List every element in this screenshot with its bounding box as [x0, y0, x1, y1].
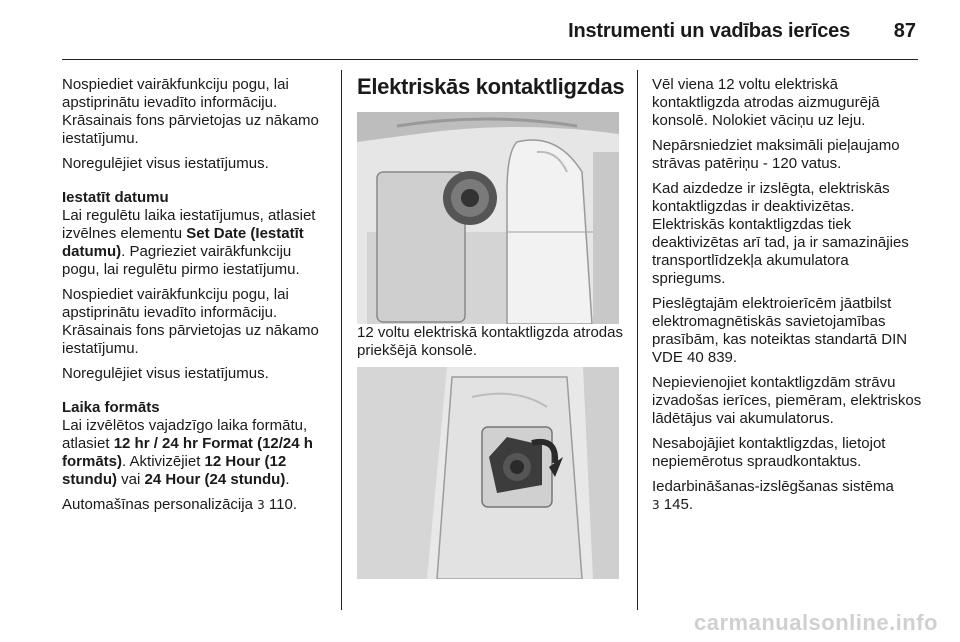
watermark: carmanualsonline.info — [694, 610, 938, 635]
paragraph-cross-reference: Automašīnas personalizācija 3 110. — [62, 496, 297, 513]
paragraph: Nesabojājiet kontaktligzdas, lietojot nepiemērotus spraudkontaktus. — [652, 435, 886, 470]
column-divider-2 — [637, 70, 638, 610]
paragraph: Pieslēgtajām elektroierīcēm jāatbilst elektromagnētiskās savietojamības prasībām, kas noteiktas standartā DIN VDE 40 839. — [652, 295, 908, 366]
paragraph: Nepievienojiet kontaktligzdām strāvu izvadošas ierīces, piemēram, elektriskos lādētājus vai akumulatorus. — [652, 374, 922, 427]
paragraph: Nospiediet vairākfunkciju pogu, lai apstiprinātu ievadīto informāciju. Krāsainais fons pārvietojas uz nākamo iestatījumu. — [62, 286, 319, 357]
paragraph: Kad aizdedze ir izslēgta, elektriskās kontaktligzdas ir deaktivizētas. Elektriskās kontaktligzdas tiek deaktivizētas arī tad, ja ir samazinājies transportlīdzekļa akumulatora spriegums. — [652, 180, 909, 287]
column-2 — [357, 74, 625, 579]
front-socket-photo — [357, 112, 619, 324]
rear-socket-photo — [357, 367, 619, 579]
paragraph-time-format: Lai izvēlētos vajadzīgo laika formātu, atlasiet 12 hr / 24 hr Format (12/24 h formāts). Aktivizējiet 12 Hour (12 stundu) vai 24 Hour (24 stundu). — [62, 417, 313, 488]
paragraph: Noregulējiet visus iestatījumus. — [62, 155, 269, 172]
paragraph-set-date: Lai regulētu laika iestatījumus, atlasiet izvēlnes elementu Set Date (Iestatīt datumu). Pagrieziet vairākfunkciju pogu, lai regulētu pirmo iestatījumu. — [62, 207, 316, 278]
column-3 — [652, 76, 924, 521]
subheading-time-format: Laika formāts — [62, 399, 160, 416]
paragraph: Vēl viena 12 voltu elektriskā kontaktligzda atrodas aizmugurējā konsolē. Nolokiet vāciņu uz leju. — [652, 76, 880, 129]
column-1 — [62, 76, 330, 521]
column-divider-1 — [341, 70, 342, 610]
paragraph: Nepārsniedziet maksimāli pieļaujamo strāvas patēriņu - 120 vatus. — [652, 137, 900, 172]
paragraph: Nospiediet vairākfunkciju pogu, lai apstiprinātu ievadīto informāciju. Krāsainais fons pārvietojas uz nākamo iestatījumu. — [62, 76, 319, 147]
photo-caption: 12 voltu elektriskā kontaktligzda atrodas priekšējā konsolē. — [357, 324, 623, 359]
page-header-title: Instrumenti un vadības ierīces — [568, 20, 850, 42]
page-reference-arrow-icon: 3 — [257, 498, 265, 512]
section-title: Elektriskās kontaktligzdas — [357, 74, 625, 99]
paragraph-cross-reference: Iedarbināšanas-izslēgšanas sistēma 3 145. — [652, 478, 894, 513]
page-number: 87 — [893, 20, 916, 42]
subheading-set-date: Iestatīt datumu — [62, 189, 169, 206]
page-reference-arrow-icon: 3 — [652, 498, 660, 512]
header-divider — [62, 59, 918, 60]
paragraph: Noregulējiet visus iestatījumus. — [62, 365, 269, 382]
